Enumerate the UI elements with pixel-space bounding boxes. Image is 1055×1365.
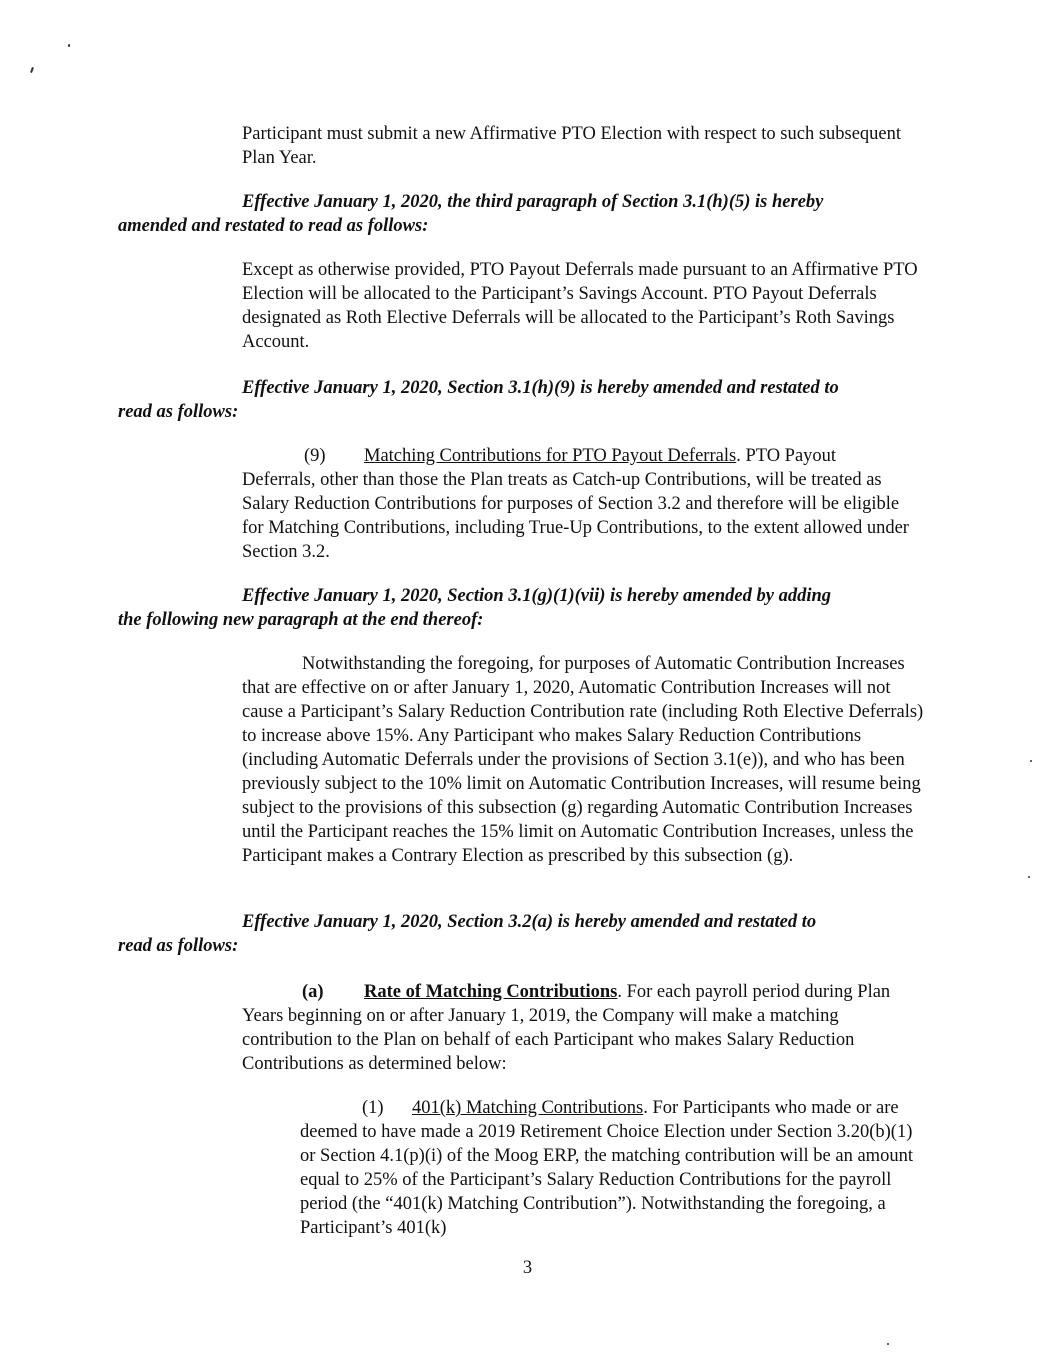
section-heading: Matching Contributions for PTO Payout Deferrals (364, 446, 737, 466)
amendment-heading-lead: Effective January 1, 2020, Section 3.1(h)(9) is hereby amended and restated to (242, 378, 839, 398)
continuation-paragraph: Participant must submit a new Affirmative PTO Election with respect to such subsequent Plan Year. (242, 124, 902, 168)
amendment-heading-tail: the following new paragraph at the end thereof: (118, 610, 484, 630)
amendment-heading (118, 910, 938, 958)
subsection-text: . For Participants who made or are deemed to have made a 2019 Retirement Choice Election under Section 3.20(b)(1) or Section 4.1(p)(i) of the Moog ERP, the matching contribution will be an amount equal to 25% of the Participant’s Salary Reduction Contributions for the payroll period (the “401(k) Matching Contribution”). Notwithstanding the foregoing, a Participant’s 401(k) (300, 1098, 913, 1238)
section-heading: Rate of Matching Contributions (364, 982, 618, 1002)
amendment-heading-lead: Effective January 1, 2020, Section 3.1(g)(1)(vii) is hereby amended by adding (242, 586, 832, 606)
amendment-body: Notwithstanding the foregoing, for purposes of Automatic Contribution Increases that are effective on or after January 1, 2020, Automatic Contribution Increases will not cause a Participant’s Salary Reduction Contribution rate (including Roth Elective Deferrals) to increase above 15%. Any Participant who makes Salary Reduction Contributions (including Automatic Deferrals under the provisions of Section 3.1(e)), and who has been previously subject to the 10% limit on Automatic Contribution Increases, will resume being subject to the provisions of this subsection (g) regarding Automatic Contribution Increases until the Participant reaches the 15% limit on Automatic Contribution Increases, unless the Participant makes a Contrary Election as prescribed by this subsection (g). (242, 654, 924, 866)
amendment-heading-tail: amended and restated to read as follows: (118, 216, 429, 236)
amendment-heading (118, 376, 938, 424)
amendment-heading (118, 190, 938, 238)
amendment-heading-lead: Effective January 1, 2020, Section 3.2(a) is hereby amended and restated to (242, 912, 817, 932)
amendment-body (242, 444, 914, 564)
scan-speck (1028, 876, 1030, 878)
section-text: . For each payroll period during Plan Years beginning on or after January 1, 2019, the Company will make a matching contribution to the Plan on behalf of each Participant who makes Salary Reduction Contributions as determined below: (242, 982, 891, 1074)
subsection-number: (1) (362, 1098, 384, 1118)
amendment-heading-tail: read as follows: (118, 936, 239, 956)
scan-speck (68, 44, 70, 47)
scan-speck (30, 67, 34, 73)
amendment-heading-lead: Effective January 1, 2020, the third paragraph of Section 3.1(h)(5) is hereby (242, 192, 824, 212)
section-number: (9) (304, 446, 326, 466)
section-number: (a) (302, 982, 324, 1002)
section-text: . PTO Payout Deferrals, other than those the Plan treats as Catch-up Contributions, will be treated as Salary Reduction Contributions for purposes of Section 3.2 and therefore will be eligible for Matching Contributions, including True-Up Contributions, to the extent allowed under Section 3.2. (242, 446, 909, 562)
subsection-heading: 401(k) Matching Contributions (412, 1098, 644, 1118)
amendment-heading-tail: read as follows: (118, 402, 239, 422)
scan-speck (1030, 760, 1032, 762)
subsection-body (300, 1096, 926, 1240)
amendment-body (242, 980, 924, 1076)
amendment-body: Except as otherwise provided, PTO Payout Deferrals made pursuant to an Affirmative PTO Election will be allocated to the Participant’s Savings Account. PTO Payout Deferrals designated as Roth Elective Deferrals will be allocated to the Participant’s Roth Savings Account. (242, 260, 918, 352)
scan-speck (887, 1343, 889, 1345)
page-number: 3 (522, 1258, 533, 1278)
amendment-heading (118, 584, 938, 632)
